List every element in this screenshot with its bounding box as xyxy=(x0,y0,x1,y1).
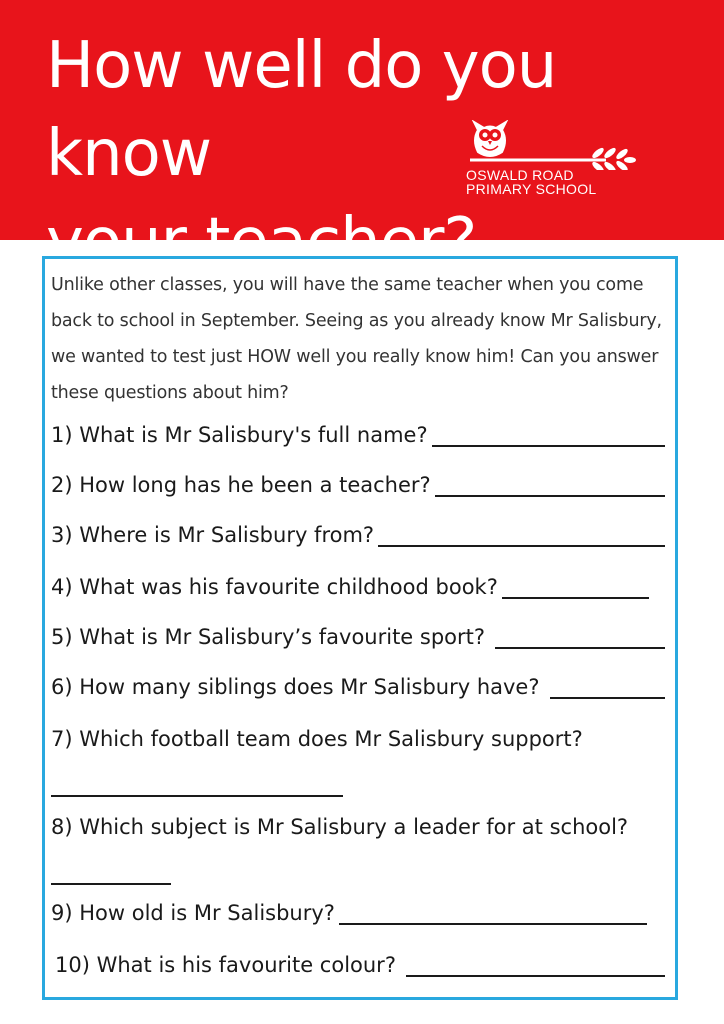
answer-line-2[interactable] xyxy=(435,473,665,497)
owl-icon xyxy=(466,120,636,170)
question-10-text: 10) What is his favourite colour? xyxy=(55,953,396,977)
question-6 xyxy=(51,675,665,699)
answer-line-9[interactable] xyxy=(339,901,647,925)
answer-line-6[interactable] xyxy=(550,675,666,699)
header-banner xyxy=(0,0,724,279)
question-1-text: 1) What is Mr Salisbury's full name? xyxy=(51,423,428,447)
school-name xyxy=(466,168,636,196)
question-4-text: 4) What was his favourite childhood book? xyxy=(51,575,498,599)
answer-line-5[interactable] xyxy=(495,625,665,649)
question-4 xyxy=(51,575,649,599)
question-2-text: 2) How long has he been a teacher? xyxy=(51,473,431,497)
question-7-text: 7) Which football team does Mr Salisbury support? xyxy=(51,727,583,751)
school-name-line-1: OSWALD ROAD xyxy=(466,167,574,183)
question-7 xyxy=(51,727,665,751)
question-10 xyxy=(55,953,665,977)
question-3-text: 3) Where is Mr Salisbury from? xyxy=(51,523,375,547)
question-1 xyxy=(51,423,665,447)
answer-line-3[interactable] xyxy=(378,523,665,547)
question-5-text: 5) What is Mr Salisbury’s favourite sport? xyxy=(51,625,486,649)
question-2 xyxy=(51,473,665,497)
question-3 xyxy=(51,523,665,547)
answer-line-10[interactable] xyxy=(406,953,665,977)
question-5 xyxy=(51,625,665,649)
question-9-text: 9) How old is Mr Salisbury? xyxy=(51,901,335,925)
question-6-text: 6) How many siblings does Mr Salisbury have? xyxy=(51,675,540,699)
answer-line-8[interactable] xyxy=(51,883,171,885)
answer-line-1[interactable] xyxy=(432,423,665,447)
title-line-1: How well do you know xyxy=(46,29,557,191)
question-9 xyxy=(51,901,647,925)
questions-card xyxy=(42,256,678,1000)
question-8-text: 8) Which subject is Mr Salisbury a leader for at school? xyxy=(51,815,629,839)
answer-line-4[interactable] xyxy=(502,575,649,599)
school-logo xyxy=(466,120,636,212)
title-line-2: your teacher? xyxy=(46,205,477,279)
answer-line-7[interactable] xyxy=(51,795,343,797)
school-name-line-2: PRIMARY SCHOOL xyxy=(466,181,597,197)
question-8 xyxy=(51,815,665,839)
intro-text: Unlike other classes, you will have the same teacher when you come back to school in September. Seeing as you already know Mr Salisbury, we wanted to test just HOW well you really know him! Can you answer these questions about him? xyxy=(51,275,662,403)
